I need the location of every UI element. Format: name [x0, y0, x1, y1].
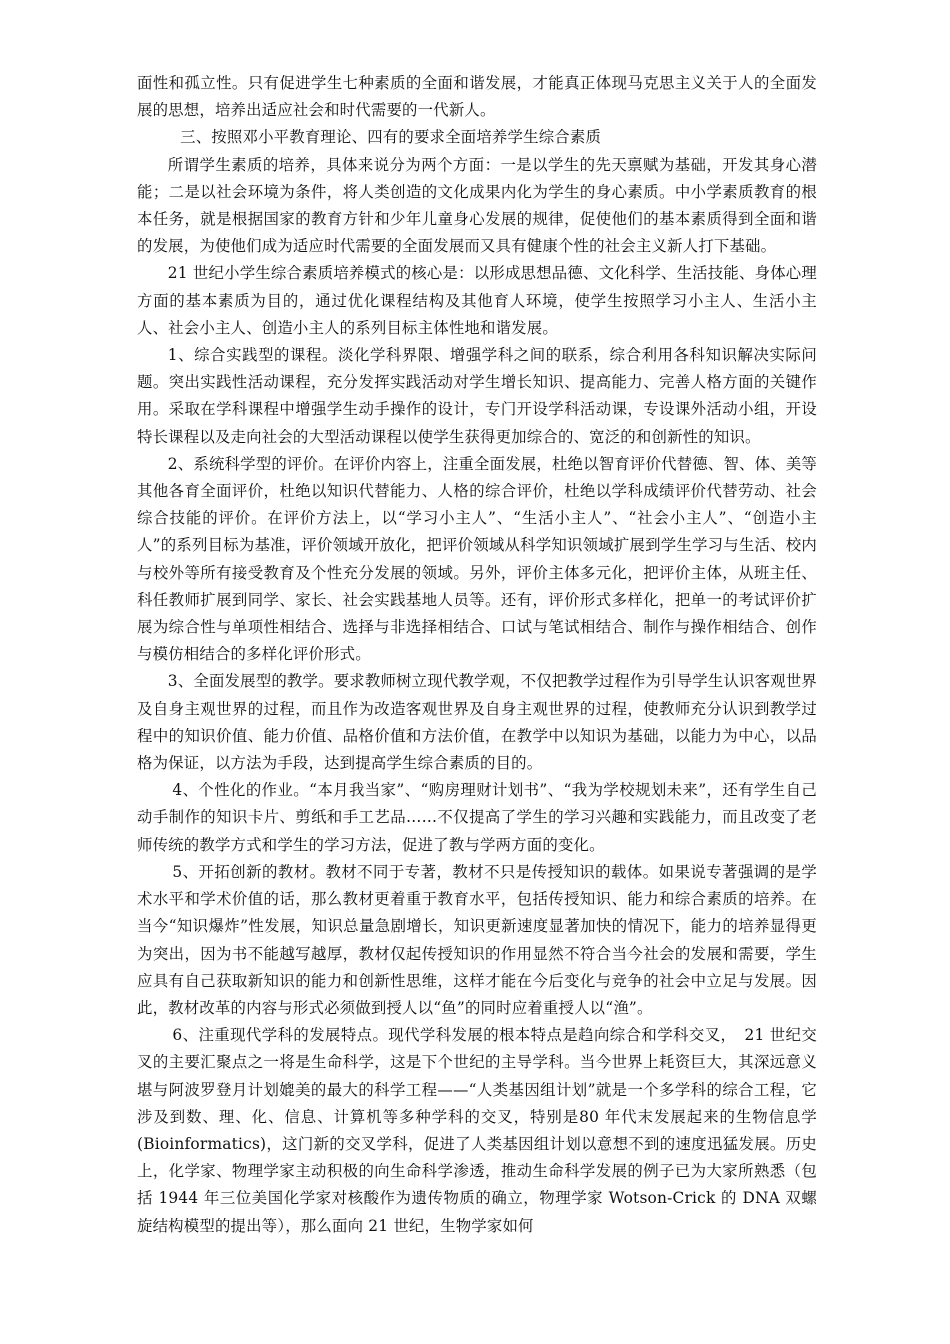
paragraph-item-6-disciplines: 6、注重现代学科的发展特点。现代学科发展的根本特点是趋向综合和学科交叉， 21 世纪交叉的主要汇聚点之一将是生命科学，这是下个世纪的主导学科。当今世界上耗资巨大，其深远意义堪与阿波罗登月计划媲美的最大的科学工程——“人类基因组计划”就是一个多学科的综合工程，它涉及到数、理、化、信息、计算机等多种学科的交叉，特别是80 年代末发展起来的生物信息学(Bioinformatics)，这门新的交叉学科，促进了人类基因组计划以意想不到的速度迅猛发展。历史上，化学家、物理学家主动积极的向生命科学渗透，推动生命科学发展的例子已为大家所熟悉（包括 1944 年三位美国化学家对核酸作为遗传物质的确立，物理学家 Wotson-Crick 的 DNA 双螺旋结构模型的提出等），那么面向 21 世纪，生物学家如何: [137, 1026, 817, 1235]
paragraph-item-2-evaluation: 2、系统科学型的评价。在评价内容上，注重全面发展，杜绝以智育评价代替德、智、体、美等其他各育全面评价，杜绝以知识代替能力、人格的综合评价，杜绝以学科成绩评价代替劳动、社会综合技能的评价。在评价方法上，以“学习小主人”、“生活小主人”、“社会小主人”、“创造小主人”的系列目标为基准，评价领域开放化，把评价领域从科学知识领域扩展到学生学习与生活、校内与校外等所有接受教育及个性充分发展的领域。另外，评价主体多元化，把评价主体，从班主任、科任教师扩展到同学、家长、社会实践基地人员等。还有，评价形式多样化，把单一的考试评价扩展为综合性与单项性相结合、选择与非选择相结合、口试与笔试相结合、制作与操作相结合、创作与模仿相结合的多样化评价形式。: [137, 454, 818, 664]
paragraph-21st-century-model: 21 世纪小学生综合素质培养模式的核心是：以形成思想品德、文化科学、生活技能、身体心理方面的基本素质为目的，通过优化课程结构及其他育人环境，使学生按照学习小主人、生活小主人、社会小主人、创造小主人的系列目标主体性地和谐发展。: [137, 264, 817, 337]
paragraph-item-5-textbook: 5、开拓创新的教材。教材不同于专著，教材不只是传授知识的载体。如果说专著强调的是学术水平和学术价值的话，那么教材更着重于教育水平，包括传授知识、能力和综合素质的培养。在当今“知识爆炸”性发展，知识总量急剧增长，知识更新速度显著加快的情况下，能力的培养显得更为突出，因为书不能越写越厚，教材仅起传授知识的作用显然不符合当今社会的发展和需要，学生应具有自己获取新知识的能力和创新性思维，这样才能在今后变化与竞争的社会中立足与发展。因此，教材改革的内容与形式必须做到授人以“鱼”的同时应着重授人以“渔”。: [137, 862, 817, 1017]
section-heading: 三、按照邓小平教育理论、四有的要求全面培养学生综合素质: [180, 128, 602, 147]
paragraph-item-1-curriculum: 1、综合实践型的课程。淡化学科界限、增强学科之间的联系，综合利用各科知识解决实际问题。突出实践性活动课程，充分发挥实践活动对学生增长知识、提高能力、完善人格方面的关键作用。采取在学科课程中增强学生动手操作的设计，专门开设学科活动课，专设课外活动小组，开设特长课程以及走向社会的大型活动课程以使学生获得更加综合的、宽泛的和创新性的知识。: [137, 346, 817, 446]
paragraph-quality-cultivation: 所谓学生素质的培养，具体来说分为两个方面：一是以学生的先天禀赋为基础，开发其身心潜能；二是以社会环境为条件，将人类创造的文化成果内化为学生的身心素质。中小学素质教育的根本任务，就是根据国家的教育方针和少年儿童身心发展的规律，促使他们的基本素质得到全面和谐的发展，为使他们成为适应时代需要的全面发展而又具有健康个性的社会主义新人打下基础。: [137, 155, 817, 256]
paragraph-continuation: 面性和孤立性。只有促进学生七种素质的全面和谐发展，才能真正体现马克思主义关于人的全面发展的思想，培养出适应社会和时代需要的一代新人。: [137, 74, 817, 120]
document-body: [137, 70, 817, 1240]
paragraph-item-3-teaching: 3、全面发展型的教学。要求教师树立现代教学观，不仅把教学过程作为引导学生认识客观世界及自身主观世界的过程，而且作为改造客观世界及自身主观世界的过程，使教师充分认识到教学过程中的知识价值、能力价值、品格价值和方法价值，在教学中以知识为基础，以能力为中心，以品格为保证，以方法为手段，达到提高学生综合素质的目的。: [137, 672, 818, 773]
paragraph-item-4-homework: 4、个性化的作业。“本月我当家”、“购房理财计划书”、“我为学校规划未来”，还有学生自己动手制作的知识卡片、剪纸和手工艺品……不仅提高了学生的学习兴趣和实践能力，而且改变了老师传统的教学方式和学生的学习方法，促进了教与学两方面的变化。: [137, 781, 817, 854]
